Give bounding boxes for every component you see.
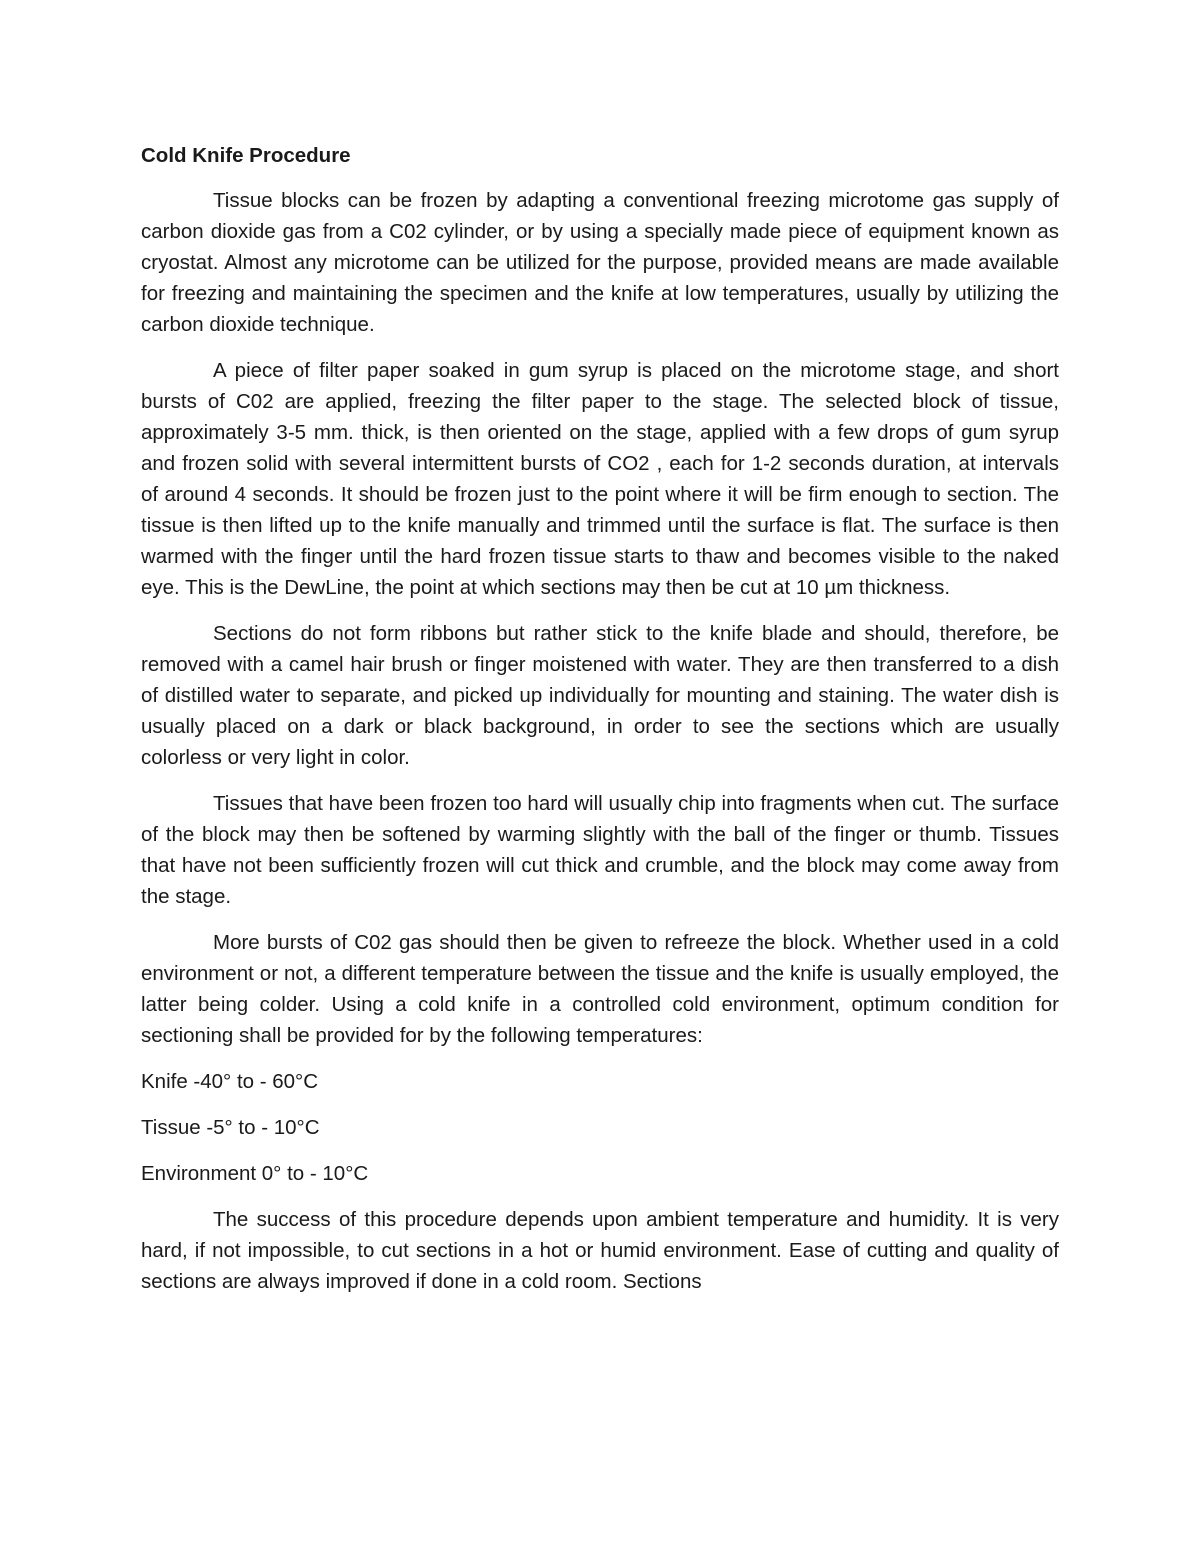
- temperature-environment: Environment 0° to - 10°C: [141, 1162, 369, 1185]
- paragraph-filter-paper: A piece of filter paper soaked in gum syrup is placed on the microtome stage, and short bursts of C02 are applied, freezing the filter paper to the stage. The selected block of tissue, approximately 3-5 mm. thick, is then oriented on the stage, applied with a few drops of gum syrup and frozen solid with several intermittent bursts of CO2 , each for 1-2 seconds duration, at intervals of around 4 seconds. It should be frozen just to the point where it will be firm enough to section. The tissue is then lifted up to the knife manually and trimmed until the surface is flat. The surface is then warmed with the finger until the hard frozen tissue starts to thaw and becomes visible to the naked eye. This is the DewLine, the point at which sections may then be cut at 10 µm thickness.: [141, 359, 1059, 599]
- document-title: Cold Knife Procedure: [141, 144, 351, 167]
- paragraph-frozen-too-hard: Tissues that have been frozen too hard will usually chip into fragments when cut. The surface of the block may then be softened by warming slightly with the ball of the finger or thumb. Tissues that have not been sufficiently frozen will cut thick and crumble, and the block may come away from the stage.: [141, 792, 1059, 908]
- temperature-knife: Knife -40° to - 60°C: [141, 1070, 319, 1093]
- paragraph-freezing-methods: Tissue blocks can be frozen by adapting a conventional freezing microtome gas supply of carbon dioxide gas from a C02 cylinder, or by using a specially made piece of equipment known as cryostat. Almost any microtome can be utilized for the purpose, provided means are made available for freezing and maintaining the specimen and the knife at low temperatures, usually by utilizing the carbon dioxide technique.: [141, 189, 1059, 336]
- temperature-tissue: Tissue -5° to - 10°C: [141, 1116, 320, 1139]
- paragraph-closing: The success of this procedure depends upon ambient temperature and humidity. It is very hard, if not impossible, to cut sections in a hot or humid environment. Ease of cutting and quality of sections are always improved if done in a cold room. Sections: [141, 1208, 1059, 1293]
- document-page: [141, 140, 1059, 1312]
- paragraph-refreeze: More bursts of C02 gas should then be given to refreeze the block. Whether used in a cold environment or not, a different temperature between the tissue and the knife is usually employed, the latter being colder. Using a cold knife in a controlled cold environment, optimum condition for sectioning shall be provided for by the following temperatures:: [141, 931, 1059, 1047]
- paragraph-sections-ribbons: Sections do not form ribbons but rather stick to the knife blade and should, therefore, be removed with a camel hair brush or finger moistened with water. They are then transferred to a dish of distilled water to separate, and picked up individually for mounting and staining. The water dish is usually placed on a dark or black background, in order to see the sections which are usually colorless or very light in color.: [141, 622, 1059, 769]
